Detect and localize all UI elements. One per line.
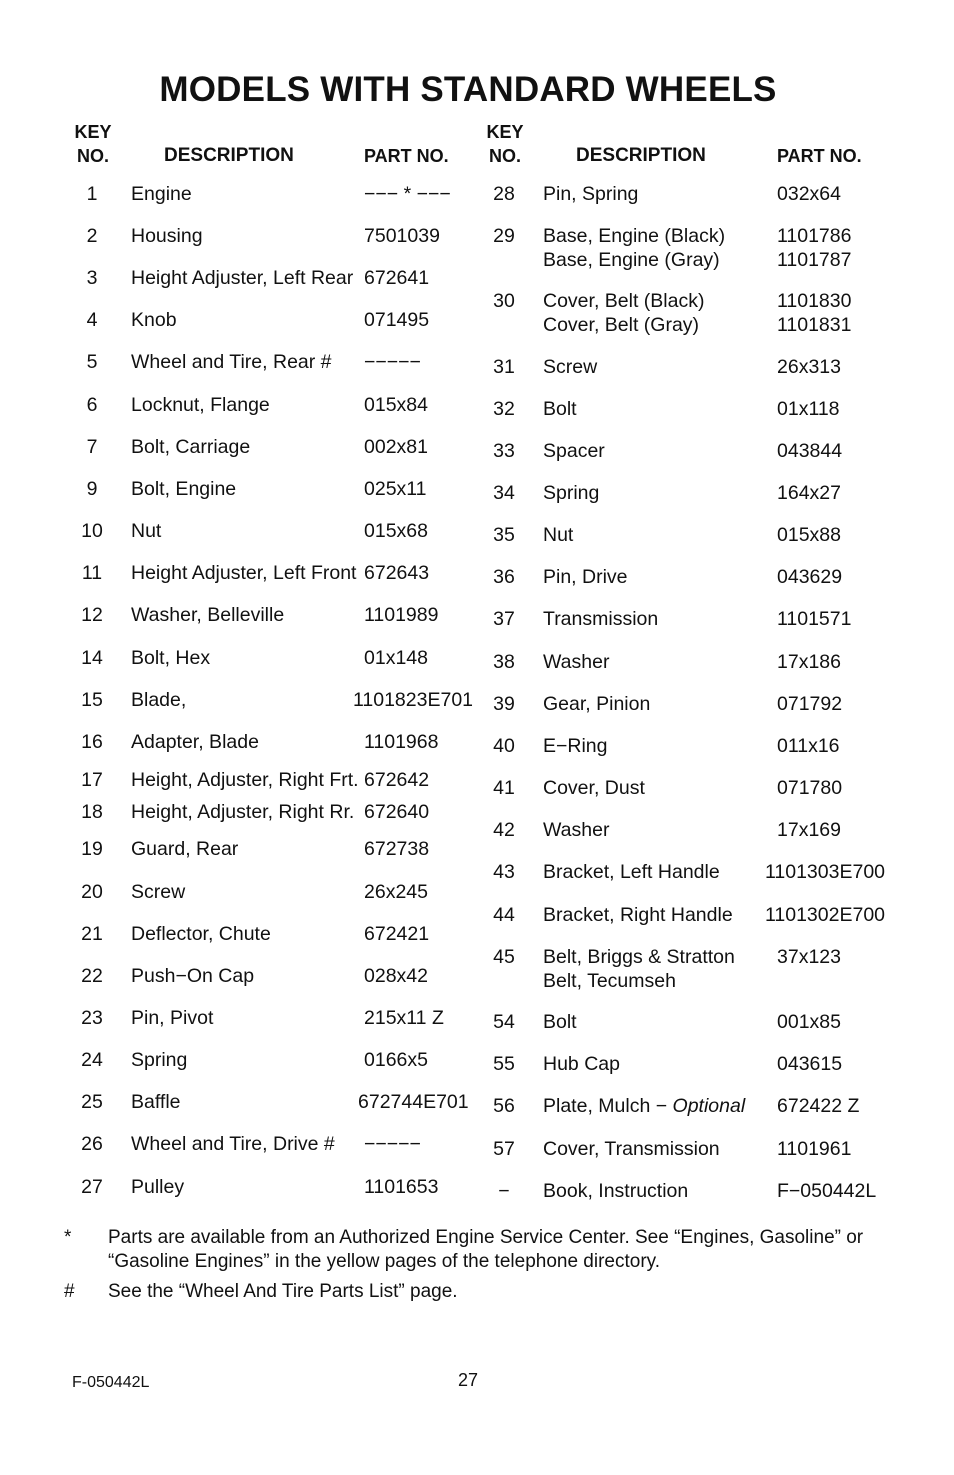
- description-line: Housing: [131, 225, 203, 247]
- description-line: Height Adjuster, Left Front: [131, 562, 357, 584]
- key-number: 45: [493, 946, 515, 968]
- footnote-text: See the “Wheel And Tire Parts List” page.: [108, 1281, 458, 1302]
- part-number-line: 032x64: [777, 183, 841, 205]
- part-description: [131, 768, 359, 792]
- part-description: [543, 1137, 720, 1161]
- part-number-line: −−− * −−−: [364, 183, 451, 205]
- description-line: Transmission: [543, 608, 659, 630]
- description-line: Nut: [543, 524, 574, 546]
- key-number: 24: [81, 1049, 103, 1071]
- right-part-no-header: PART NO.: [777, 146, 862, 166]
- key-number: 35: [493, 524, 515, 546]
- description-line: Spring: [131, 1049, 188, 1071]
- part-number: [777, 355, 841, 379]
- footnote-text: Parts are available from an Authorized Engine Service Center. See “Engines, Gasoline” or “Gasoline Engines” in the yellow pages of the telephone directory.: [108, 1227, 864, 1272]
- part-number-line: 672422 Z: [777, 1095, 860, 1117]
- part-number-line: 028x42: [364, 965, 428, 987]
- part-number-line: 1101968: [364, 731, 439, 753]
- description-line: Spring: [543, 482, 600, 504]
- description-line: Washer: [543, 651, 610, 673]
- key-number: 27: [81, 1176, 103, 1198]
- part-number: [364, 1006, 444, 1030]
- key-number: 25: [81, 1091, 103, 1113]
- part-description: [543, 1010, 577, 1034]
- description-line: Book, Instruction: [543, 1180, 689, 1202]
- part-number: [364, 800, 429, 824]
- part-description: [543, 397, 577, 421]
- description-line: Height, Adjuster, Right Rr.: [131, 801, 355, 823]
- part-number: [777, 481, 841, 505]
- part-number-line: 672421: [364, 923, 430, 945]
- part-description: [543, 945, 735, 993]
- part-number-line: −−−−−: [364, 1133, 421, 1155]
- part-number-line: −−−−−: [364, 351, 421, 373]
- part-number-line: 1101571: [777, 608, 852, 630]
- description-line: Bolt: [543, 1011, 577, 1033]
- key-number: 23: [81, 1007, 103, 1029]
- left-description-header: DESCRIPTION: [164, 145, 294, 166]
- description-line: Base, Engine (Black): [543, 225, 726, 247]
- key-number: 22: [81, 965, 103, 987]
- description-line: Bolt, Engine: [131, 478, 237, 500]
- part-description: [131, 603, 284, 627]
- description-text: Plate, Mulch −: [543, 1095, 673, 1117]
- part-number-line: 1101961: [777, 1138, 852, 1160]
- key-number: 30: [493, 290, 515, 312]
- key-number: 55: [493, 1053, 515, 1075]
- key-number: 21: [81, 923, 103, 945]
- key-number: 57: [493, 1138, 515, 1160]
- description-line: Bolt, Carriage: [131, 436, 251, 458]
- part-description: [543, 182, 638, 206]
- part-description: [131, 477, 236, 501]
- part-description: [543, 860, 720, 884]
- key-number: 2: [86, 225, 98, 247]
- part-number: [777, 650, 841, 674]
- key-number: 37: [493, 608, 515, 630]
- part-number: [364, 435, 428, 459]
- left-key-header: KEY NO.: [74, 122, 112, 166]
- part-number: [364, 1132, 421, 1156]
- description-line: Base, Engine (Gray): [543, 249, 720, 271]
- part-number-line: 164x27: [777, 482, 841, 504]
- key-number: 14: [81, 647, 103, 669]
- part-number-line: 672744E701: [358, 1091, 469, 1113]
- part-number: [777, 565, 842, 589]
- key-number: 43: [493, 861, 515, 883]
- part-description: [131, 646, 210, 670]
- part-number: [777, 1094, 859, 1118]
- part-description: [543, 523, 573, 547]
- key-number: −: [498, 1180, 510, 1202]
- part-description: [543, 692, 650, 716]
- part-number: [364, 393, 428, 417]
- part-number: [364, 561, 429, 585]
- part-number: [364, 308, 429, 332]
- footnote-symbol: #: [64, 1281, 75, 1302]
- description-line: Pin, Drive: [543, 566, 628, 588]
- part-number-line: 1101831: [777, 314, 852, 336]
- part-description: [131, 688, 186, 712]
- description-line: Adapter, Blade: [131, 731, 259, 753]
- key-number: 20: [81, 881, 103, 903]
- part-number-line: 043629: [777, 566, 843, 588]
- part-number: [777, 397, 840, 421]
- part-number-line: 011x16: [777, 735, 840, 757]
- part-description: [131, 561, 356, 585]
- part-number: [777, 945, 841, 969]
- part-number-line: 26x313: [777, 356, 841, 378]
- part-description: [543, 776, 645, 800]
- key-number: 29: [493, 225, 515, 247]
- part-description: [131, 1090, 181, 1114]
- part-number-line: 071780: [777, 777, 843, 799]
- key-number: 40: [493, 735, 515, 757]
- key-number: 6: [86, 394, 98, 416]
- key-number: 17: [81, 769, 103, 791]
- part-number: [777, 692, 842, 716]
- description-line: Cover, Belt (Gray): [543, 314, 700, 336]
- part-description: [131, 1048, 187, 1072]
- part-number-line: 1101303E700: [765, 861, 886, 883]
- part-description: [543, 1179, 688, 1203]
- description-line: Cover, Belt (Black): [543, 290, 705, 312]
- description-line: Bracket, Right Handle: [543, 904, 733, 926]
- part-number: [777, 818, 841, 842]
- key-number: 19: [81, 838, 103, 860]
- part-description: [543, 607, 658, 631]
- part-number-line: 071792: [777, 693, 843, 715]
- key-number: 31: [493, 356, 515, 378]
- part-number-line: 7501039: [364, 225, 440, 247]
- part-number: [364, 182, 451, 206]
- part-description: [543, 439, 605, 463]
- part-number-line: 002x81: [364, 436, 428, 458]
- part-description: [131, 308, 177, 332]
- part-description: [543, 355, 597, 379]
- part-number-line: 015x84: [364, 394, 428, 416]
- key-number: 38: [493, 651, 515, 673]
- key-number: 7: [86, 436, 98, 458]
- part-number: [777, 224, 851, 272]
- description-line: Hub Cap: [543, 1053, 620, 1075]
- description-line: Pin, Spring: [543, 183, 639, 205]
- document-number: F-050442L: [72, 1374, 150, 1391]
- part-description: [131, 880, 185, 904]
- description-line: Screw: [131, 881, 186, 903]
- part-description: [131, 266, 353, 290]
- description-line: [543, 1094, 745, 1118]
- part-number-line: 043844: [777, 440, 843, 462]
- part-number-line: 672643: [364, 562, 430, 584]
- part-description: [131, 435, 250, 459]
- part-number: [777, 1137, 851, 1161]
- part-number: [777, 1010, 841, 1034]
- part-number: [364, 646, 428, 670]
- key-number: 44: [493, 904, 515, 926]
- description-line: Knob: [131, 309, 177, 331]
- key-number: 28: [493, 183, 515, 205]
- key-number: 12: [81, 604, 103, 626]
- key-number: 4: [86, 309, 98, 331]
- part-number-line: 1101302E700: [765, 904, 886, 926]
- description-line: Pulley: [131, 1176, 185, 1198]
- key-number: 32: [493, 398, 515, 420]
- part-number: [777, 1052, 842, 1076]
- part-number: [364, 768, 429, 792]
- part-number: [777, 1179, 876, 1203]
- part-number: [777, 776, 842, 800]
- part-number-line: 672640: [364, 801, 430, 823]
- key-number: 26: [81, 1133, 103, 1155]
- part-description: [543, 903, 733, 927]
- key-number: 41: [493, 777, 515, 799]
- part-number: [358, 1090, 469, 1114]
- part-number-line: 17x186: [777, 651, 841, 673]
- part-number-line: 01x118: [777, 398, 840, 420]
- part-number: [364, 964, 428, 988]
- part-description: [543, 818, 609, 842]
- part-description: [543, 289, 704, 337]
- part-number: [777, 289, 851, 337]
- part-description: [131, 1175, 184, 1199]
- description-line: Push−On Cap: [131, 965, 255, 987]
- part-number: [765, 903, 885, 927]
- description-line: Cover, Transmission: [543, 1138, 720, 1160]
- part-description: [543, 481, 599, 505]
- part-number: [777, 182, 841, 206]
- part-number: [364, 224, 440, 248]
- part-number-line: 015x88: [777, 524, 841, 546]
- description-line: Locknut, Flange: [131, 394, 270, 416]
- part-number-line: 1101653: [364, 1176, 439, 1198]
- part-number: [364, 350, 421, 374]
- part-description: [131, 1132, 335, 1156]
- part-description: [543, 224, 725, 272]
- part-number-line: 672738: [364, 838, 430, 860]
- key-number: 18: [81, 801, 103, 823]
- part-number-line: 672641: [364, 267, 430, 289]
- description-line: Engine: [131, 183, 192, 205]
- description-line: Height Adjuster, Left Rear: [131, 267, 354, 289]
- part-number-line: 071495: [364, 309, 430, 331]
- key-number: 34: [493, 482, 515, 504]
- part-number: [364, 880, 428, 904]
- page-title: MODELS WITH STANDARD WHEELS: [159, 70, 777, 109]
- key-number: 5: [86, 351, 98, 373]
- part-description: [543, 734, 608, 758]
- part-description: [131, 922, 271, 946]
- key-number: 1: [86, 183, 98, 205]
- part-description: [543, 565, 628, 589]
- part-number: [364, 922, 429, 946]
- description-italic: Optional: [672, 1095, 746, 1117]
- part-number-line: F−050442L: [777, 1180, 877, 1202]
- description-line: Height, Adjuster, Right Frt.: [131, 769, 359, 791]
- part-description: [131, 964, 254, 988]
- description-line: Bolt, Hex: [131, 647, 211, 669]
- part-number-line: 672642: [364, 769, 430, 791]
- description-line: Bolt: [543, 398, 577, 420]
- part-description: [543, 1094, 745, 1118]
- description-line: Cover, Dust: [543, 777, 645, 799]
- description-line: Blade,: [131, 689, 187, 711]
- key-number: 9: [86, 478, 98, 500]
- part-number-line: 1101830: [777, 290, 852, 312]
- part-number-line: 37x123: [777, 946, 841, 968]
- description-line: Wheel and Tire, Drive #: [131, 1133, 335, 1155]
- part-number: [777, 523, 841, 547]
- part-description: [131, 837, 238, 861]
- part-number: [364, 1048, 428, 1072]
- key-number: 39: [493, 693, 515, 715]
- description-line: Guard, Rear: [131, 838, 239, 860]
- description-line: Pin, Pivot: [131, 1007, 214, 1029]
- part-number-line: 1101787: [777, 249, 852, 271]
- right-description-header: DESCRIPTION: [576, 145, 706, 166]
- key-number: 11: [81, 562, 103, 584]
- part-number-line: 215x11 Z: [364, 1007, 444, 1029]
- page-number: 27: [458, 1370, 479, 1390]
- key-number: 54: [493, 1011, 515, 1033]
- description-line: Deflector, Chute: [131, 923, 271, 945]
- description-line: Nut: [131, 520, 162, 542]
- part-number-line: 025x11: [364, 478, 427, 500]
- description-line: Bracket, Left Handle: [543, 861, 720, 883]
- part-number-line: 015x68: [364, 520, 428, 542]
- key-number: 42: [493, 819, 515, 841]
- key-number: 16: [81, 731, 103, 753]
- part-number: [765, 860, 885, 884]
- part-number: [777, 607, 851, 631]
- part-description: [543, 650, 609, 674]
- part-number-line: 1101786: [777, 225, 852, 247]
- part-description: [543, 1052, 620, 1076]
- description-line: Spacer: [543, 440, 605, 462]
- part-description: [131, 350, 332, 374]
- description-line: Screw: [543, 356, 598, 378]
- part-number: [777, 734, 840, 758]
- part-number-line: 01x148: [364, 647, 428, 669]
- part-description: [131, 519, 161, 543]
- part-number-line: 0166x5: [364, 1049, 428, 1071]
- part-number-line: 1101823E701: [353, 689, 474, 711]
- part-description: [131, 1006, 213, 1030]
- part-number: [353, 688, 473, 712]
- description-line: Wheel and Tire, Rear #: [131, 351, 332, 373]
- description-line: Washer: [543, 819, 610, 841]
- description-line: Belt, Briggs & Stratton: [543, 946, 735, 968]
- part-number: [364, 603, 438, 627]
- description-line: Gear, Pinion: [543, 693, 651, 715]
- description-line: Washer, Belleville: [131, 604, 285, 626]
- part-number: [364, 1175, 438, 1199]
- part-description: [131, 393, 270, 417]
- key-number: 15: [81, 689, 103, 711]
- part-description: [131, 182, 192, 206]
- part-number: [364, 519, 428, 543]
- part-number-line: 1101989: [364, 604, 439, 626]
- part-description: [131, 730, 259, 754]
- description-line: Belt, Tecumseh: [543, 970, 676, 992]
- part-number: [777, 439, 842, 463]
- description-line: E−Ring: [543, 735, 608, 757]
- part-number-line: 043615: [777, 1053, 843, 1075]
- part-number: [364, 477, 427, 501]
- part-number: [364, 266, 429, 290]
- key-number: 10: [81, 520, 103, 542]
- key-number: 36: [493, 566, 515, 588]
- description-line: Baffle: [131, 1091, 181, 1113]
- part-number: [364, 730, 438, 754]
- part-description: [131, 224, 203, 248]
- left-part-no-header: PART NO.: [364, 146, 449, 166]
- part-description: [131, 800, 354, 824]
- part-number-line: 001x85: [777, 1011, 841, 1033]
- part-number: [364, 837, 429, 861]
- key-number: 56: [493, 1095, 515, 1117]
- part-number-line: 17x169: [777, 819, 841, 841]
- key-number: 33: [493, 440, 515, 462]
- right-key-header: KEY NO.: [486, 122, 524, 166]
- key-number: 3: [86, 267, 98, 289]
- part-number-line: 26x245: [364, 881, 428, 903]
- footnote-symbol: *: [64, 1227, 72, 1248]
